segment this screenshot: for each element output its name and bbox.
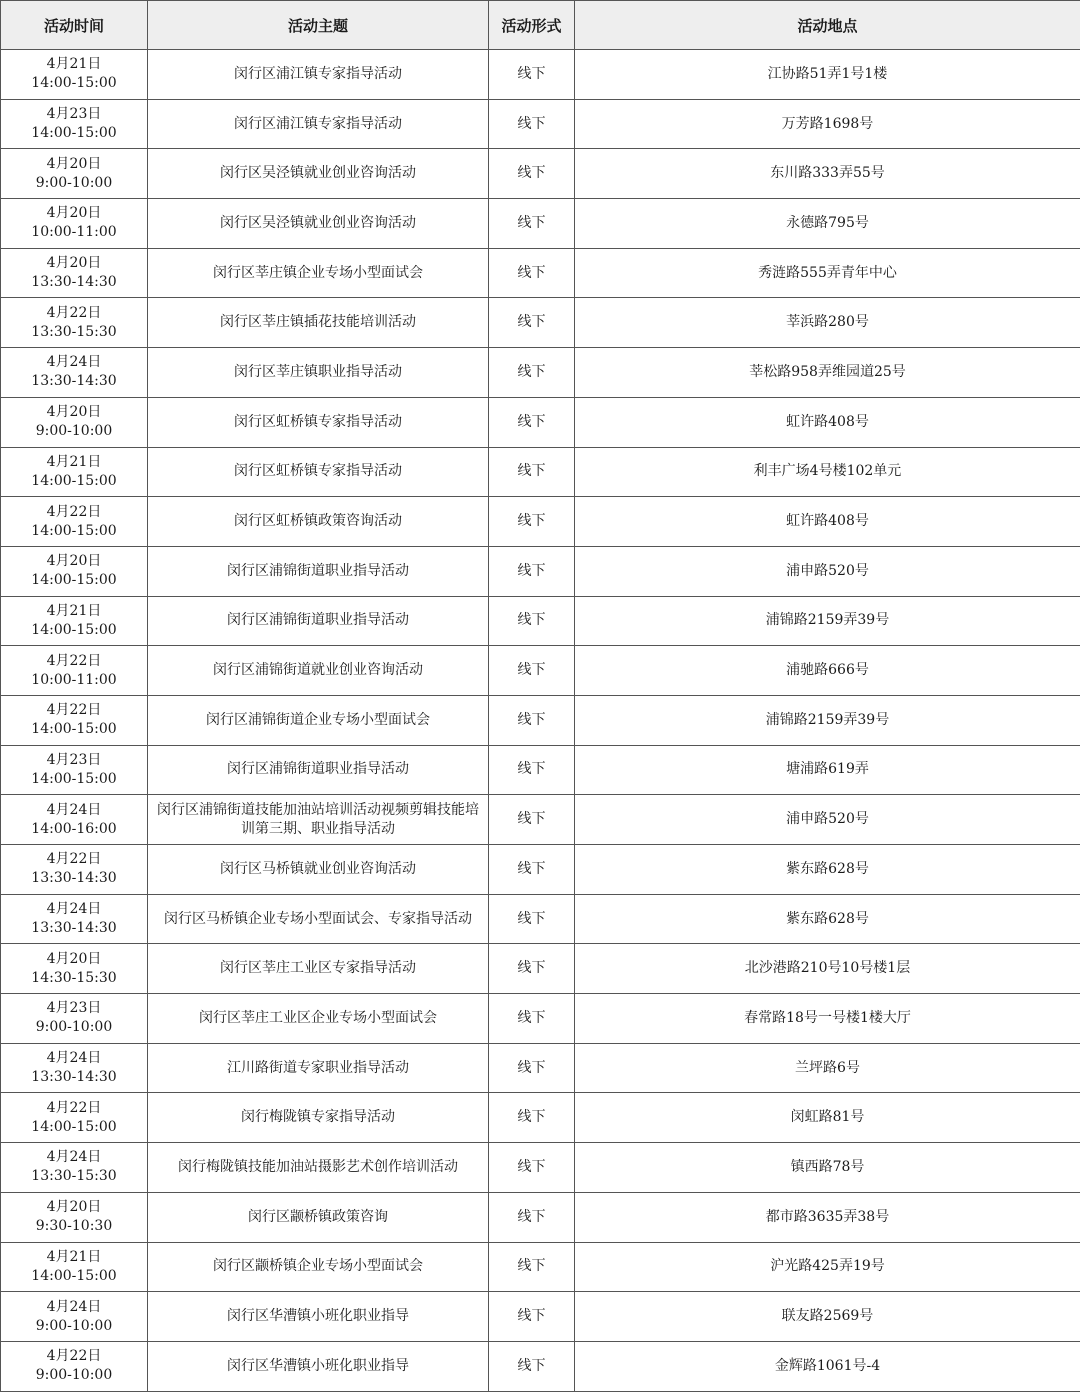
activity-topic: 闵行梅陇镇专家指导活动: [148, 1093, 489, 1143]
activity-time: 14:30-15:30: [31, 969, 117, 986]
activity-time: 14:00-15:00: [31, 621, 117, 638]
table-row: [1, 447, 1080, 497]
activity-time: 14:00-15:00: [31, 1118, 117, 1135]
activity-date: 4月21日: [46, 56, 102, 73]
activity-location: 浦锦路2159弄39号: [575, 695, 1080, 745]
activity-format: 线下: [489, 795, 575, 845]
activity-location: 都市路3635弄38号: [575, 1192, 1080, 1242]
activity-location: 万芳路1698号: [575, 99, 1080, 149]
table-row: [1, 1192, 1080, 1242]
activity-format: 线下: [489, 397, 575, 447]
time-cell: [1, 994, 148, 1044]
activity-format: 线下: [489, 298, 575, 348]
time-cell: [1, 894, 148, 944]
activity-topic: 闵行区华漕镇小班化职业指导: [148, 1341, 489, 1391]
activity-topic: 江川路街道专家职业指导活动: [148, 1043, 489, 1093]
activity-date: 4月23日: [46, 106, 102, 123]
activity-date: 4月21日: [46, 602, 102, 619]
activity-time: 10:00-11:00: [31, 671, 117, 688]
activity-time: 9:00-10:00: [35, 1019, 113, 1036]
table-row: [1, 1292, 1080, 1342]
activity-time: 14:00-15:00: [31, 721, 117, 738]
activity-date: 4月23日: [46, 1000, 102, 1017]
activity-time: 13:30-14:30: [31, 870, 117, 887]
activity-format: 线下: [489, 497, 575, 547]
table-row: [1, 50, 1080, 100]
activity-date: 4月24日: [46, 801, 102, 818]
table-row: [1, 1341, 1080, 1391]
activity-location: 浦申路520号: [575, 795, 1080, 845]
activity-topic: 闵行区莘庄镇插花技能培训活动: [148, 298, 489, 348]
table-row: [1, 546, 1080, 596]
activity-time: 14:00-16:00: [31, 820, 117, 837]
activity-format: 线下: [489, 1242, 575, 1292]
time-cell: [1, 1242, 148, 1292]
activity-topic: 闵行梅陇镇技能加油站摄影艺术创作培训活动: [148, 1143, 489, 1193]
table-row: [1, 99, 1080, 149]
table-row: [1, 348, 1080, 398]
activity-format: 线下: [489, 845, 575, 895]
table-row: [1, 695, 1080, 745]
activity-format: 线下: [489, 99, 575, 149]
activity-format: 线下: [489, 745, 575, 795]
activity-time: 13:30-15:30: [31, 323, 117, 340]
activity-location: 江协路51弄1号1楼: [575, 50, 1080, 100]
time-cell: [1, 99, 148, 149]
activity-topic: 闵行区莘庄镇职业指导活动: [148, 348, 489, 398]
activity-topic: 闵行区吴泾镇就业创业咨询活动: [148, 199, 489, 249]
activity-date: 4月21日: [46, 1248, 102, 1265]
table-row: [1, 646, 1080, 696]
activity-date: 4月22日: [46, 1099, 102, 1116]
activity-topic: 闵行区浦江镇专家指导活动: [148, 50, 489, 100]
activity-format: 线下: [489, 1143, 575, 1193]
activity-location: 兰坪路6号: [575, 1043, 1080, 1093]
table-row: [1, 149, 1080, 199]
activity-time: 13:30-14:30: [31, 920, 117, 937]
time-cell: [1, 845, 148, 895]
activity-date: 4月22日: [46, 652, 102, 669]
time-cell: [1, 447, 148, 497]
activity-time: 9:30-10:30: [35, 1218, 113, 1235]
activity-date: 4月24日: [46, 1050, 102, 1067]
table-row: [1, 199, 1080, 249]
activity-format: 线下: [489, 894, 575, 944]
activity-format: 线下: [489, 1043, 575, 1093]
activity-date: 4月24日: [46, 901, 102, 918]
activity-format: 线下: [489, 199, 575, 249]
activity-location: 虹许路408号: [575, 397, 1080, 447]
time-cell: [1, 397, 148, 447]
activity-time: 14:00-15:00: [31, 75, 117, 92]
time-cell: [1, 1093, 148, 1143]
activity-time: 13:30-14:30: [31, 1069, 117, 1086]
activity-format: 线下: [489, 1093, 575, 1143]
table-row: [1, 1242, 1080, 1292]
activity-time: 13:30-15:30: [31, 1168, 117, 1185]
activity-time: 13:30-14:30: [31, 373, 117, 390]
activity-date: 4月20日: [46, 255, 102, 272]
activity-time: 14:00-15:00: [31, 572, 117, 589]
activity-format: 线下: [489, 447, 575, 497]
activity-date: 4月22日: [46, 304, 102, 321]
table-row: [1, 795, 1080, 845]
table-header: [1, 1, 1080, 50]
table-row: [1, 894, 1080, 944]
activity-topic: 闵行区浦锦街道职业指导活动: [148, 596, 489, 646]
activity-format: 线下: [489, 1292, 575, 1342]
time-cell: [1, 745, 148, 795]
activity-location: 东川路333弄55号: [575, 149, 1080, 199]
activity-location: 浦驰路666号: [575, 646, 1080, 696]
activity-date: 4月24日: [46, 1298, 102, 1315]
table-row: [1, 745, 1080, 795]
time-cell: [1, 1043, 148, 1093]
table-row: [1, 1093, 1080, 1143]
activity-topic: 闵行区颛桥镇企业专场小型面试会: [148, 1242, 489, 1292]
activity-topic: 闵行区莘庄工业区专家指导活动: [148, 944, 489, 994]
activity-format: 线下: [489, 1341, 575, 1391]
activity-date: 4月20日: [46, 205, 102, 222]
table-body: [1, 50, 1080, 1392]
activity-topic: 闵行区颛桥镇政策咨询: [148, 1192, 489, 1242]
activity-time: 9:00-10:00: [35, 1317, 113, 1334]
activity-location: 秀涟路555弄青年中心: [575, 248, 1080, 298]
time-cell: [1, 1143, 148, 1193]
time-cell: [1, 348, 148, 398]
activity-location: 春常路18号一号楼1楼大厅: [575, 994, 1080, 1044]
activity-time: 9:00-10:00: [35, 423, 113, 440]
activity-date: 4月20日: [46, 404, 102, 421]
activity-topic: 闵行区虹桥镇专家指导活动: [148, 447, 489, 497]
activity-location: 金辉路1061号-4: [575, 1341, 1080, 1391]
table-row: [1, 944, 1080, 994]
activity-time: 14:00-15:00: [31, 1267, 117, 1284]
activity-topic: 闵行区吴泾镇就业创业咨询活动: [148, 149, 489, 199]
activity-location: 浦锦路2159弄39号: [575, 596, 1080, 646]
activity-location: 紫东路628号: [575, 845, 1080, 895]
table-row: [1, 1143, 1080, 1193]
activity-topic: 闵行区莘庄镇企业专场小型面试会: [148, 248, 489, 298]
time-cell: [1, 1192, 148, 1242]
activity-date: 4月20日: [46, 950, 102, 967]
table-row: [1, 1043, 1080, 1093]
activity-date: 4月22日: [46, 702, 102, 719]
activity-format: 线下: [489, 348, 575, 398]
table-row: [1, 497, 1080, 547]
activity-topic: 闵行区浦锦街道就业创业咨询活动: [148, 646, 489, 696]
activity-location: 永德路795号: [575, 199, 1080, 249]
time-cell: [1, 1341, 148, 1391]
time-cell: [1, 646, 148, 696]
time-cell: [1, 546, 148, 596]
activity-time: 9:00-10:00: [35, 1367, 113, 1384]
activity-time: 13:30-14:30: [31, 274, 117, 291]
activity-topic: 闵行区浦锦街道技能加油站培训活动视频剪辑技能培训第三期、职业指导活动: [148, 795, 489, 845]
time-cell: [1, 248, 148, 298]
activity-date: 4月21日: [46, 453, 102, 470]
table-row: [1, 994, 1080, 1044]
activity-topic: 闵行区虹桥镇专家指导活动: [148, 397, 489, 447]
activity-location: 闵虹路81号: [575, 1093, 1080, 1143]
header-format: 活动形式: [489, 1, 575, 50]
table-row: [1, 845, 1080, 895]
activity-location: 浦申路520号: [575, 546, 1080, 596]
header-row: [1, 1, 1080, 50]
activity-location: 紫东路628号: [575, 894, 1080, 944]
activity-location: 联友路2569号: [575, 1292, 1080, 1342]
activity-topic: 闵行区莘庄工业区企业专场小型面试会: [148, 994, 489, 1044]
activity-format: 线下: [489, 1192, 575, 1242]
activity-topic: 闵行区浦锦街道企业专场小型面试会: [148, 695, 489, 745]
activity-location: 塘浦路619弄: [575, 745, 1080, 795]
table-row: [1, 596, 1080, 646]
activity-time: 9:00-10:00: [35, 174, 113, 191]
table-row: [1, 298, 1080, 348]
time-cell: [1, 944, 148, 994]
time-cell: [1, 1292, 148, 1342]
activity-location: 沪光路425弄19号: [575, 1242, 1080, 1292]
activity-location: 北沙港路210号10号楼1层: [575, 944, 1080, 994]
activity-topic: 闵行区浦锦街道职业指导活动: [148, 745, 489, 795]
table-row: [1, 248, 1080, 298]
activity-format: 线下: [489, 695, 575, 745]
time-cell: [1, 50, 148, 100]
activity-time: 14:00-15:00: [31, 472, 117, 489]
time-cell: [1, 298, 148, 348]
activity-location: 利丰广场4号楼102单元: [575, 447, 1080, 497]
activity-time: 10:00-11:00: [31, 224, 117, 241]
time-cell: [1, 695, 148, 745]
activity-topic: 闵行区华漕镇小班化职业指导: [148, 1292, 489, 1342]
activity-time: 14:00-15:00: [31, 522, 117, 539]
time-cell: [1, 497, 148, 547]
table-row: [1, 397, 1080, 447]
header-topic: 活动主题: [148, 1, 489, 50]
activity-date: 4月22日: [46, 851, 102, 868]
activity-date: 4月24日: [46, 354, 102, 371]
activity-format: 线下: [489, 596, 575, 646]
activity-time: 14:00-15:00: [31, 125, 117, 142]
time-cell: [1, 795, 148, 845]
activity-topic: 闵行区马桥镇企业专场小型面试会、专家指导活动: [148, 894, 489, 944]
activity-location: 莘浜路280号: [575, 298, 1080, 348]
activity-format: 线下: [489, 546, 575, 596]
activity-topic: 闵行区浦锦街道职业指导活动: [148, 546, 489, 596]
activity-topic: 闵行区虹桥镇政策咨询活动: [148, 497, 489, 547]
time-cell: [1, 149, 148, 199]
activity-date: 4月22日: [46, 1348, 102, 1365]
activity-location: 镇西路78号: [575, 1143, 1080, 1193]
activity-time: 14:00-15:00: [31, 770, 117, 787]
activity-format: 线下: [489, 994, 575, 1044]
activity-date: 4月20日: [46, 1199, 102, 1216]
activity-format: 线下: [489, 248, 575, 298]
activity-date: 4月20日: [46, 553, 102, 570]
activity-date: 4月23日: [46, 751, 102, 768]
header-time: 活动时间: [1, 1, 148, 50]
activity-date: 4月22日: [46, 503, 102, 520]
activity-date: 4月20日: [46, 155, 102, 172]
activity-topic: 闵行区浦江镇专家指导活动: [148, 99, 489, 149]
activity-location: 莘松路958弄维园道25号: [575, 348, 1080, 398]
header-location: 活动地点: [575, 1, 1080, 50]
time-cell: [1, 596, 148, 646]
activity-location: 虹许路408号: [575, 497, 1080, 547]
activity-format: 线下: [489, 646, 575, 696]
activity-format: 线下: [489, 944, 575, 994]
activity-format: 线下: [489, 149, 575, 199]
activity-date: 4月24日: [46, 1149, 102, 1166]
activity-topic: 闵行区马桥镇就业创业咨询活动: [148, 845, 489, 895]
time-cell: [1, 199, 148, 249]
activity-format: 线下: [489, 50, 575, 100]
